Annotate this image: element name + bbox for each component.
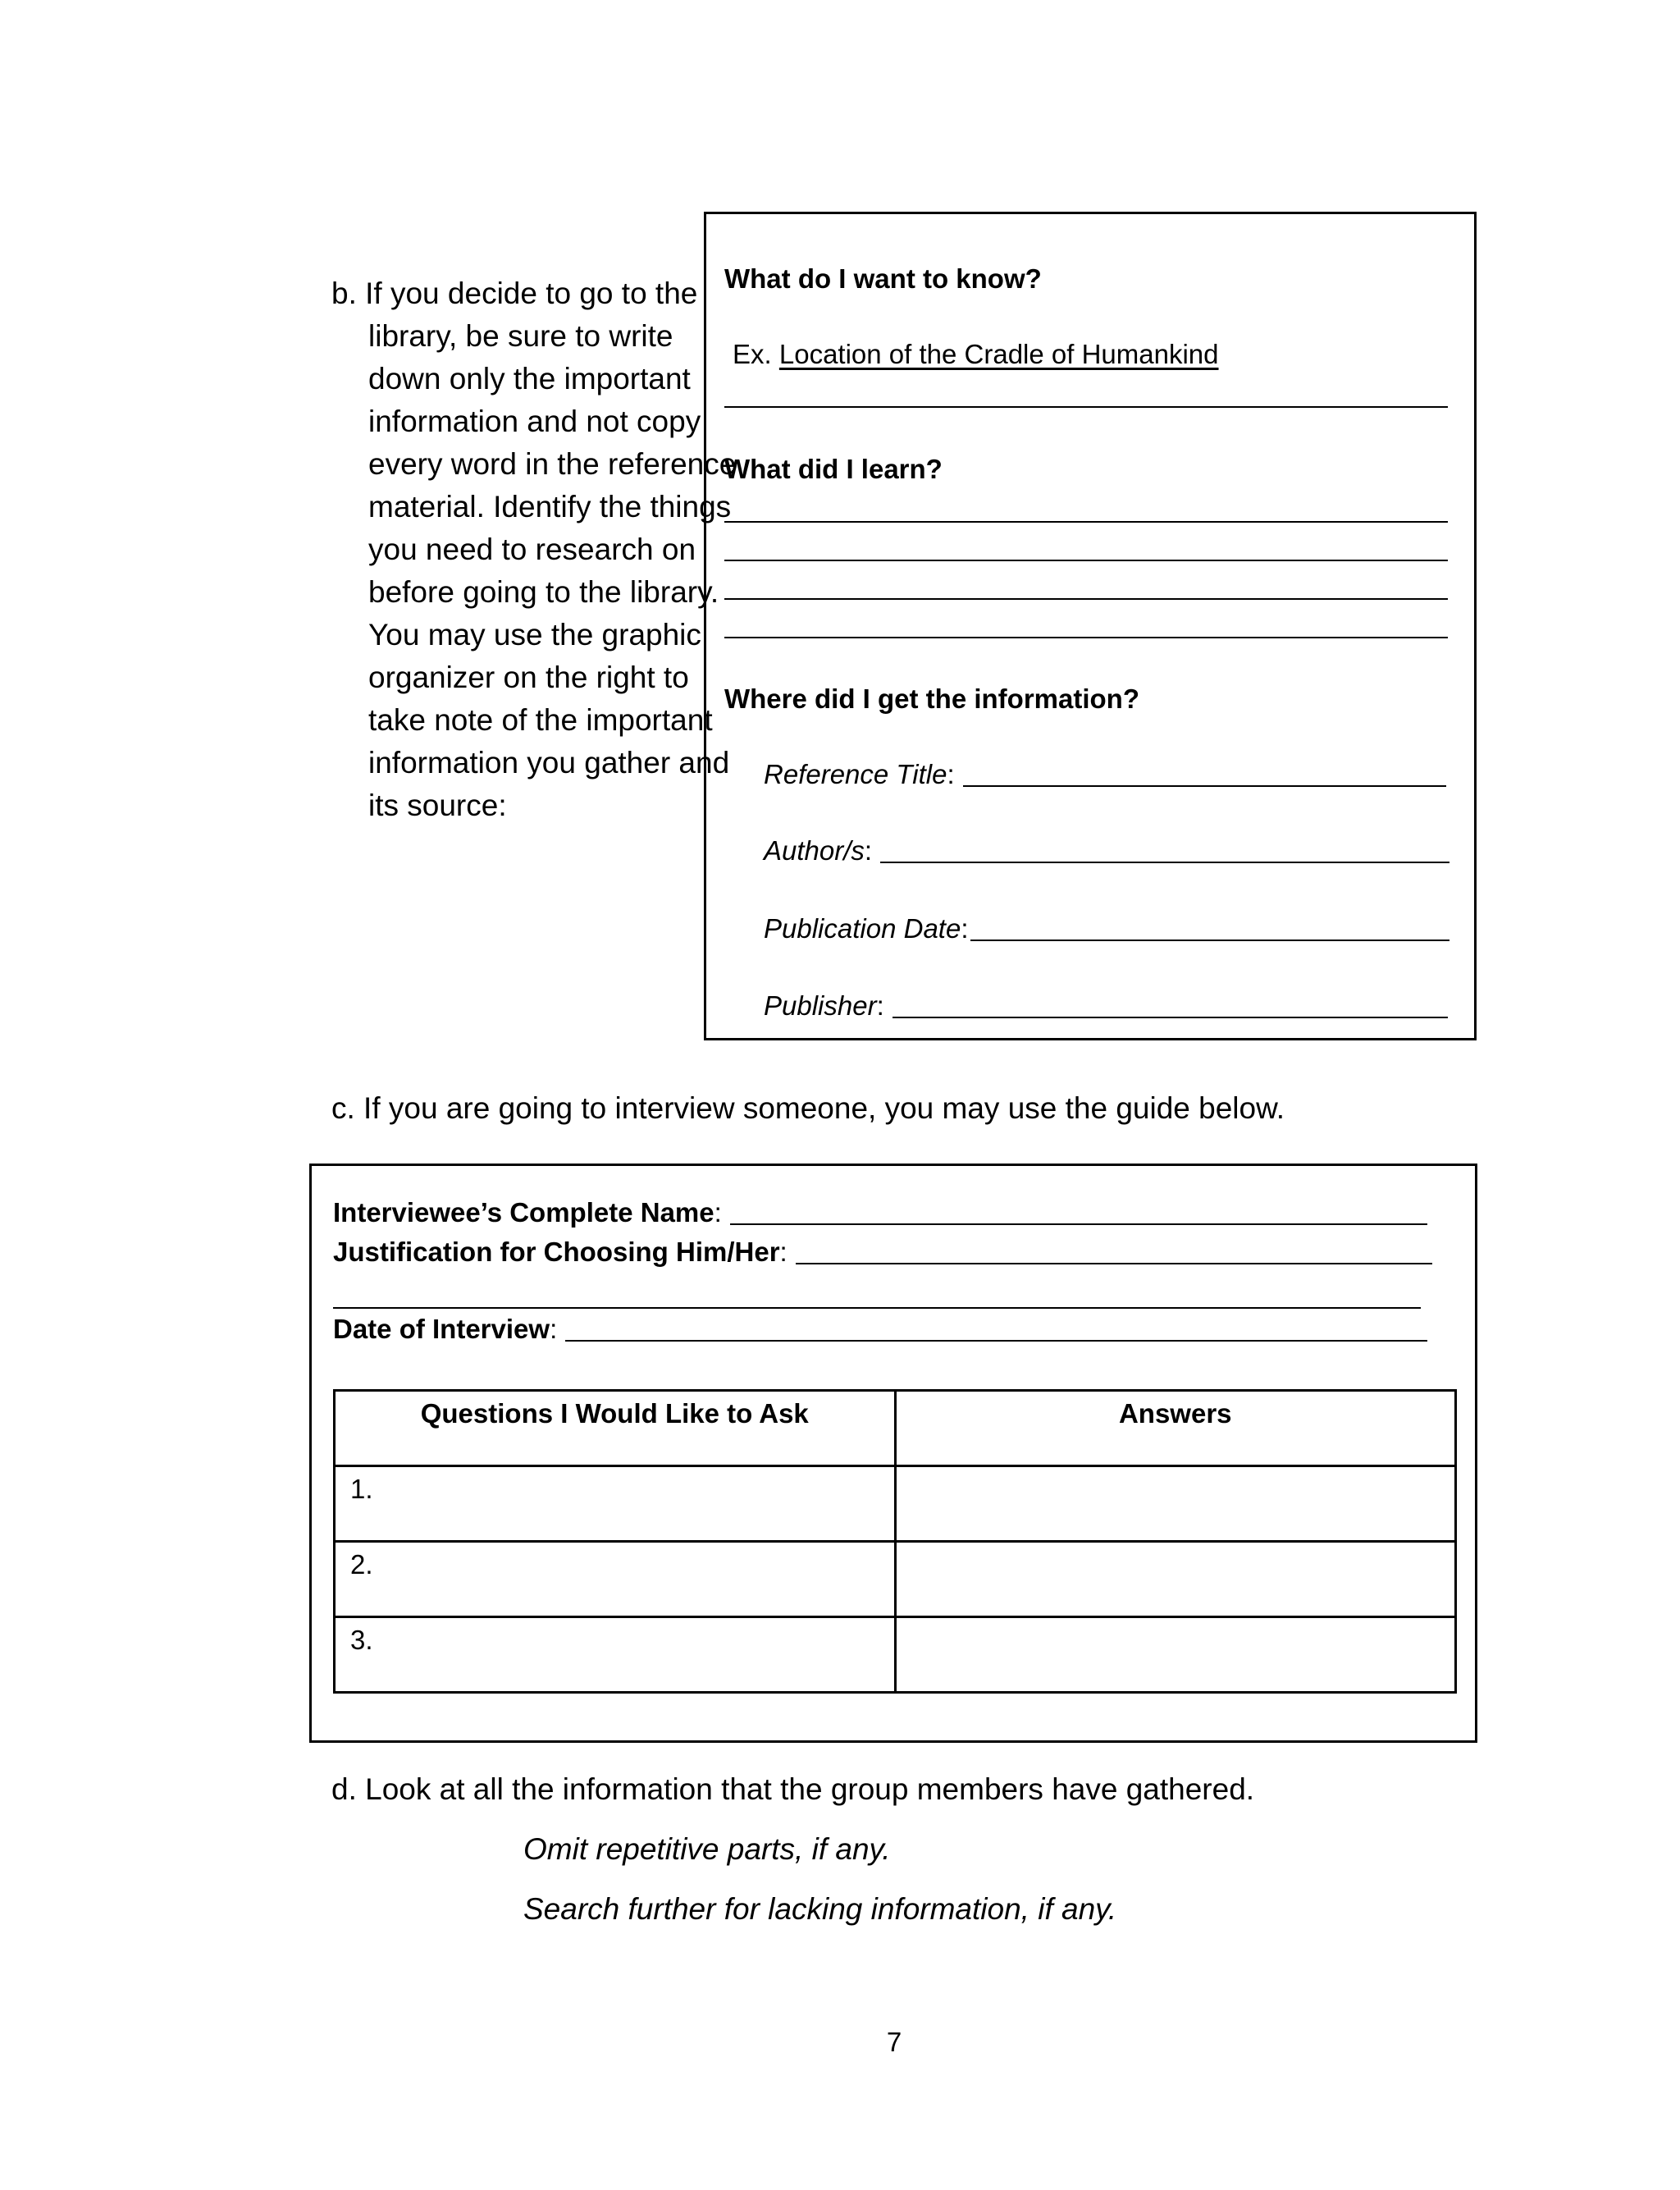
colon: : bbox=[876, 990, 884, 1021]
publisher-label: Publisher bbox=[764, 990, 877, 1021]
answer-cell bbox=[895, 1617, 1456, 1693]
publication-date-row bbox=[764, 913, 1449, 944]
answer-cell bbox=[895, 1542, 1456, 1617]
section-c-intro: c. If you are going to interview someone, you may use the guide below. bbox=[331, 1091, 1285, 1125]
section-d-intro: d. Look at all the information that the group members have gathered. bbox=[331, 1772, 1255, 1806]
interviewee-name-blank bbox=[730, 1223, 1427, 1225]
justification-row bbox=[333, 1237, 1432, 1268]
questions-header: Questions I Would Like to Ask bbox=[335, 1391, 896, 1466]
table-row bbox=[335, 1617, 1456, 1693]
colon: : bbox=[550, 1314, 558, 1344]
reference-title-row bbox=[764, 759, 1446, 790]
reference-title-blank bbox=[963, 784, 1446, 787]
interview-guide bbox=[309, 1164, 1477, 1743]
interview-date-blank bbox=[565, 1339, 1427, 1342]
colon: : bbox=[714, 1197, 722, 1228]
publication-date-label: Publication Date bbox=[764, 913, 961, 944]
page-number: 7 bbox=[886, 2027, 902, 2057]
table-header-row bbox=[335, 1391, 1456, 1466]
question-cell: 1. bbox=[335, 1466, 896, 1542]
reference-title-label: Reference Title bbox=[764, 759, 947, 789]
answer-line bbox=[724, 598, 1448, 600]
publisher-blank bbox=[892, 1016, 1448, 1018]
answer-line bbox=[724, 406, 1448, 408]
interviewee-name-row bbox=[333, 1197, 1427, 1228]
graphic-organizer bbox=[704, 212, 1477, 1040]
example-value: Location of the Cradle of Humankind bbox=[778, 339, 1219, 369]
answer-line bbox=[724, 637, 1448, 638]
interview-date-row bbox=[333, 1314, 1427, 1345]
question-cell: 3. bbox=[335, 1617, 896, 1693]
answer-line bbox=[724, 560, 1448, 561]
publisher-row bbox=[764, 990, 1448, 1022]
question-source: Where did I get the information? bbox=[724, 684, 1139, 714]
question-what-learned: What did I learn? bbox=[724, 454, 943, 484]
example-prefix: Ex. bbox=[733, 339, 772, 369]
table-row bbox=[335, 1542, 1456, 1617]
author-row bbox=[764, 835, 1449, 866]
justification-continuation-line bbox=[333, 1307, 1421, 1309]
interview-date-label: Date of Interview bbox=[333, 1314, 550, 1344]
answer-cell bbox=[895, 1466, 1456, 1542]
colon: : bbox=[779, 1237, 788, 1267]
question-cell: 2. bbox=[335, 1542, 896, 1617]
author-blank bbox=[880, 861, 1449, 863]
justification-blank bbox=[796, 1262, 1432, 1264]
question-what-to-know: What do I want to know? bbox=[724, 263, 1042, 294]
colon: : bbox=[864, 835, 873, 866]
author-label: Author/s bbox=[764, 835, 865, 866]
interviewee-name-label: Interviewee’s Complete Name bbox=[333, 1197, 714, 1228]
section-d-item: Omit repetitive parts, if any. bbox=[523, 1832, 891, 1866]
questions-answers-table bbox=[333, 1389, 1457, 1694]
table-row bbox=[335, 1466, 1456, 1542]
publication-date-blank bbox=[970, 939, 1450, 941]
justification-label: Justification for Choosing Him/Her bbox=[333, 1237, 780, 1267]
example-line bbox=[733, 339, 1219, 370]
answers-header: Answers bbox=[895, 1391, 1456, 1466]
section-d-item: Search further for lacking information, if any. bbox=[523, 1892, 1117, 1926]
section-b-instructions: b. If you decide to go to the library, be sure to write down only the important information and not copy every word in the reference material. Identify the things you need to research on before going to the library. You may use the graphic organizer on the right to take note of the important information you gather and its source: bbox=[331, 277, 737, 822]
answer-line bbox=[724, 521, 1448, 523]
colon: : bbox=[947, 759, 955, 789]
colon: : bbox=[961, 913, 969, 944]
